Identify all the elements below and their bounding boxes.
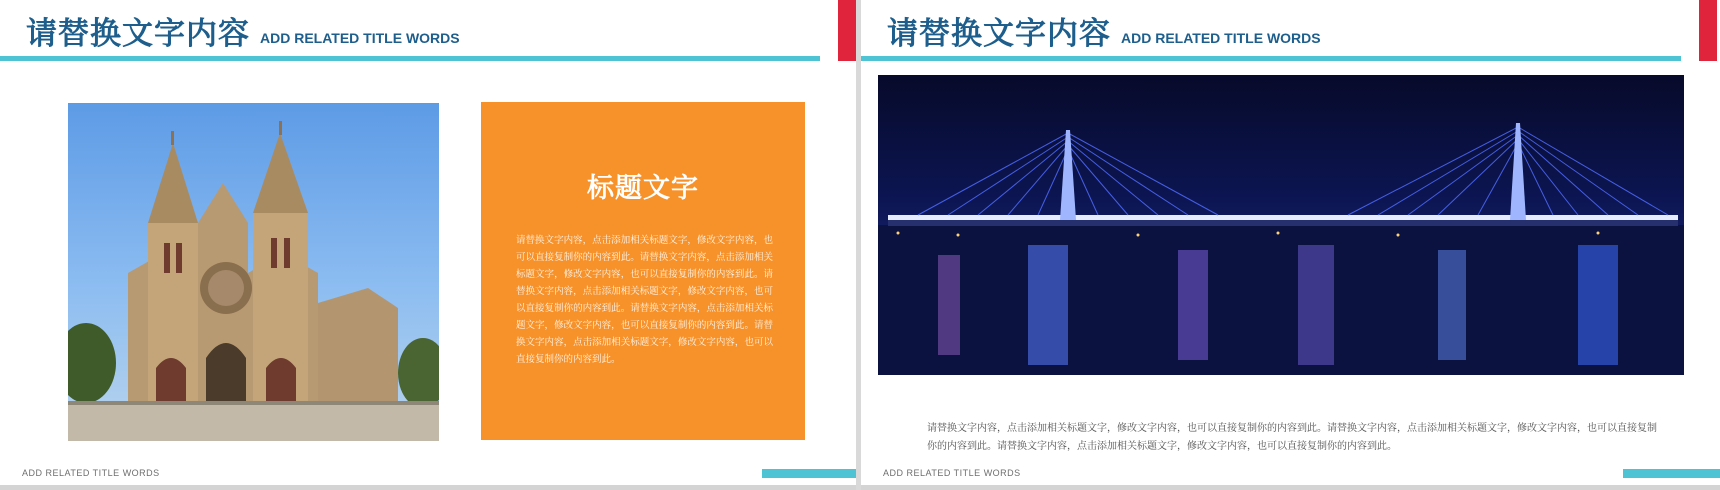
slide-title: 请替换文字内容	[26, 16, 250, 52]
cathedral-photo	[68, 103, 439, 441]
card-title: 标题文字	[587, 173, 699, 204]
cathedral-illustration	[68, 103, 439, 441]
slide-1	[0, 0, 856, 490]
card-body: 请替换文字内容，点击添加相关标题文字，修改文字内容，也可以直接复制你的内容到此。请替换文字内容，点击添加相关标题文字，修改文字内容，也可以直接复制你的内容到此。请替换文字内容，点击添加相关标题文字，修改文字内容，也可以直接复制你的内容到此。请替换文字内容，点击添加相关标题文字，修改文字内容，也可以直接复制你的内容到此。请替换文字内容，点击添加相关标题文字，修改文字内容，也可以直接复制你的内容到此。	[516, 235, 773, 365]
text-card	[481, 102, 805, 440]
bottom-strip	[861, 485, 1720, 490]
night-bridge-photo	[878, 75, 1684, 375]
bridge-illustration	[878, 75, 1684, 375]
footer-bar	[1623, 469, 1720, 478]
red-tab-decoration	[838, 0, 856, 61]
red-tab-decoration	[1699, 0, 1717, 61]
title-rule	[861, 56, 1681, 61]
footer-label: ADD RELATED TITLE WORDS	[22, 468, 160, 478]
footer-label: ADD RELATED TITLE WORDS	[883, 468, 1021, 478]
slide-subtitle: ADD RELATED TITLE WORDS	[260, 30, 460, 46]
slide-2	[861, 0, 1720, 490]
body-text: 请替换文字内容，点击添加相关标题文字，修改文字内容，也可以直接复制你的内容到此。请替换文字内容，点击添加相关标题文字，修改文字内容，也可以直接复制你的内容到此。请替换文字内容，点击添加相关标题文字，修改文字内容，也可以直接复制你的内容到此。	[927, 423, 1657, 452]
slide-title: 请替换文字内容	[887, 16, 1111, 52]
title-rule	[0, 56, 820, 61]
footer-bar	[762, 469, 856, 478]
bottom-strip	[0, 485, 856, 490]
slide-subtitle: ADD RELATED TITLE WORDS	[1121, 30, 1321, 46]
